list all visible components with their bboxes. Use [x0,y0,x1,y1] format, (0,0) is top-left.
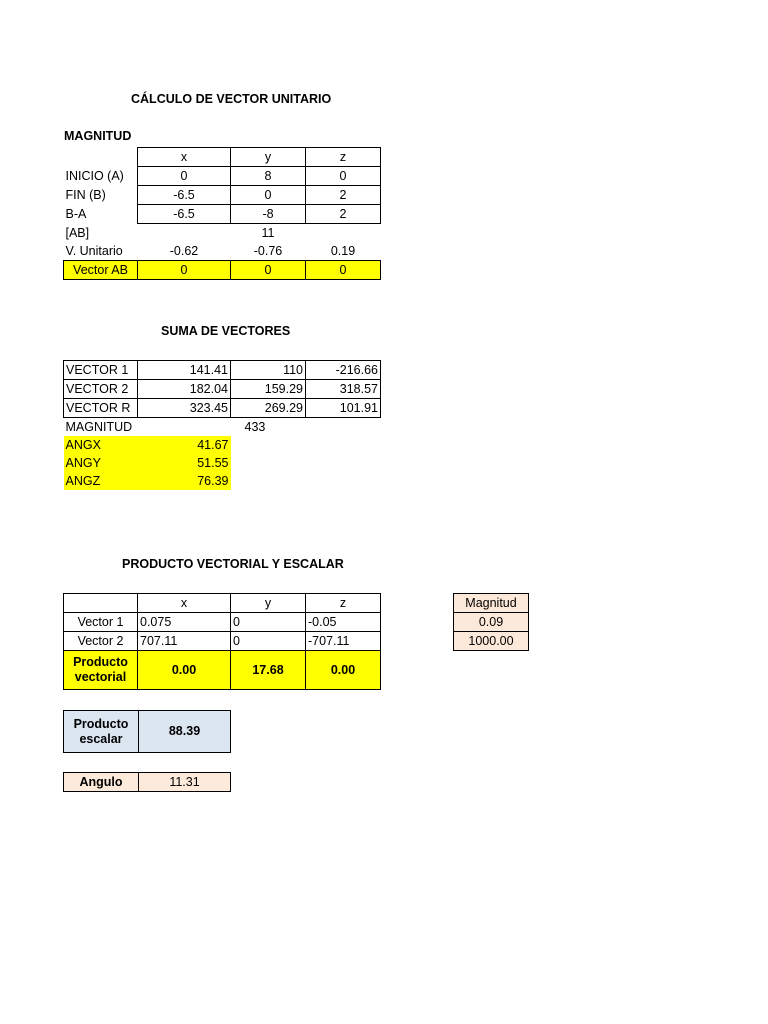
table-row [454,594,529,613]
angle-value[interactable]: 41.67 [138,436,231,454]
table-cell[interactable]: -6.5 [138,205,231,224]
magnitud-label: MAGNITUD [64,129,132,143]
table-row [64,205,381,224]
cross-product-table [63,593,381,690]
ab-value[interactable]: 11 [261,226,275,240]
table-row [64,651,381,690]
cross-product-x[interactable]: 0.00 [138,651,231,690]
table-cell[interactable]: 159.29 [231,380,306,399]
table-row [64,167,381,186]
unit-vector-title: CÁLCULO DE VECTOR UNITARIO [131,92,332,106]
dot-product-label[interactable]: Producto escalar [63,710,139,753]
table-cell [306,436,381,454]
table-row [64,380,381,399]
header-z[interactable]: z [306,148,381,167]
row-label[interactable]: INICIO (A) [65,169,124,183]
table-cell[interactable]: 0 [231,632,306,651]
table-cell [306,472,381,490]
row-label[interactable]: VECTOR 1 [64,361,138,380]
row-label[interactable]: VECTOR 2 [64,380,138,399]
magnitude-label[interactable]: MAGNITUD [65,420,133,434]
unit-vector-table [63,147,381,280]
cross-product-label[interactable]: Producto vectorial [64,651,138,690]
magnitude-table [453,593,529,651]
table-row [64,436,381,454]
angle-value[interactable]: 76.39 [138,472,231,490]
table-row [64,148,381,167]
row-label[interactable]: B-A [65,207,87,221]
table-cell[interactable] [138,224,231,243]
ab-label[interactable]: [AB] [65,225,90,240]
table-cell[interactable]: 0 [306,167,381,186]
magnitude-value[interactable]: 0.09 [454,613,529,632]
magnitude-value[interactable]: 1000.00 [454,632,529,651]
header-y[interactable]: y [231,594,306,613]
table-cell[interactable]: -0.05 [306,613,381,632]
cross-product-z[interactable]: 0.00 [306,651,381,690]
table-row [454,632,529,651]
cross-product-y[interactable]: 17.68 [231,651,306,690]
table-row [454,613,529,632]
table-cell[interactable]: 2 [306,205,381,224]
table-cell[interactable]: -707.11 [306,632,381,651]
table-cell[interactable]: 0 [231,186,306,205]
table-cell[interactable]: 269.29 [231,399,306,418]
table-row [64,418,381,437]
table-cell[interactable] [306,418,381,437]
table-cell[interactable]: -216.66 [306,361,381,380]
table-cell[interactable]: 182.04 [138,380,231,399]
table-cell[interactable]: 101.91 [306,399,381,418]
table-row [64,186,381,205]
table-cell[interactable]: 8 [231,167,306,186]
table-cell[interactable]: 0 [138,167,231,186]
table-row [64,613,381,632]
magnitude-value[interactable]: 433 [244,420,266,434]
vector-sum-table [63,360,381,490]
row-label[interactable]: Vector 1 [64,613,138,632]
table-cell[interactable]: 0 [231,613,306,632]
unit-value-y[interactable]: -0.76 [253,244,283,258]
vector-ab-y[interactable]: 0 [231,261,306,280]
table-cell[interactable]: 110 [231,361,306,380]
table-cell [231,436,306,454]
table-cell[interactable]: 0.075 [138,613,231,632]
table-row [64,399,381,418]
table-row [64,261,381,280]
table-cell[interactable]: 141.41 [138,361,231,380]
table-row [64,361,381,380]
vector-sum-title: SUMA DE VECTORES [161,324,291,338]
table-row [64,594,381,613]
unit-value-z[interactable]: 0.19 [330,244,356,258]
table-cell[interactable]: 707.11 [138,632,231,651]
table-cell[interactable]: 323.45 [138,399,231,418]
table-cell [306,454,381,472]
table-row [64,224,381,243]
unit-label[interactable]: V. Unitario [65,244,123,258]
table-cell[interactable]: -8 [231,205,306,224]
table-cell[interactable] [64,594,138,613]
angle-value[interactable]: 11.31 [138,772,231,792]
table-row [64,632,381,651]
vector-ab-z[interactable]: 0 [306,261,381,280]
table-cell[interactable]: 318.57 [306,380,381,399]
dot-product-value[interactable]: 88.39 [138,710,231,753]
vector-ab-label[interactable]: Vector AB [64,261,138,280]
table-row [64,472,381,490]
products-title: PRODUCTO VECTORIAL Y ESCALAR [122,557,344,571]
table-cell [231,472,306,490]
angle-label[interactable]: ANGX [64,436,138,454]
magnitude-header[interactable]: Magnitud [454,594,529,613]
angle-label[interactable]: ANGZ [64,472,138,490]
header-z[interactable]: z [306,594,381,613]
table-cell [64,148,138,167]
unit-value-x[interactable]: -0.62 [169,244,199,258]
header-x[interactable]: x [138,594,231,613]
table-cell[interactable] [138,418,231,437]
table-cell[interactable]: 2 [306,186,381,205]
table-cell[interactable] [306,224,381,243]
angle-label[interactable]: ANGY [64,454,138,472]
angle-value[interactable]: 51.55 [138,454,231,472]
table-cell [231,454,306,472]
row-label[interactable]: FIN (B) [65,188,106,202]
table-cell[interactable]: -6.5 [138,186,231,205]
header-y[interactable]: y [231,148,306,167]
row-label[interactable]: Vector 2 [64,632,138,651]
table-row [64,242,381,261]
angle-label[interactable]: Angulo [63,772,139,792]
table-row [64,454,381,472]
row-label[interactable]: VECTOR R [64,399,138,418]
header-x[interactable]: x [138,148,231,167]
vector-ab-x[interactable]: 0 [138,261,231,280]
